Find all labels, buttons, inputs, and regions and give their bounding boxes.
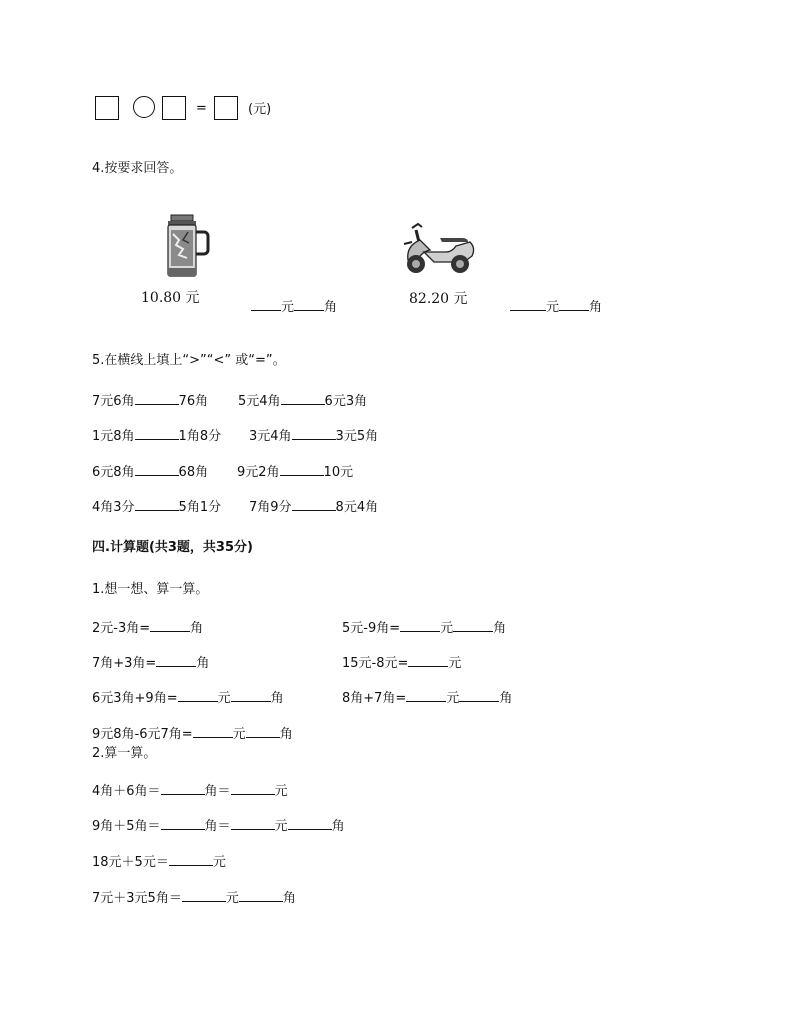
scooter-image: [402, 222, 476, 276]
q5-row-3b: 9元2角 10元: [237, 465, 354, 480]
compare-blank[interactable]: [280, 463, 324, 476]
compare-blank[interactable]: [292, 498, 336, 511]
answer-blank[interactable]: [406, 689, 446, 702]
answer-blank[interactable]: [161, 817, 205, 830]
answer-box-1[interactable]: [95, 96, 119, 120]
answer-blank[interactable]: [156, 654, 196, 667]
c2-row3: 18元＋5元＝ 元: [92, 855, 226, 870]
unit-label: (元): [248, 102, 272, 117]
answer-blank[interactable]: [182, 889, 226, 902]
answer-blank[interactable]: [231, 782, 275, 795]
answer-blank[interactable]: [178, 689, 218, 702]
c1-row3-left: 6元3角+9角= 元 角: [92, 691, 284, 706]
section-title: 四.计算题(共3题，共35分): [92, 540, 253, 555]
answer-blank[interactable]: [150, 619, 190, 632]
answer-blank[interactable]: [246, 725, 280, 738]
c2-row1: 4角＋6角＝ 角＝ 元: [92, 784, 288, 799]
answer-box-3[interactable]: [214, 96, 238, 120]
c1-row4-left: 9元8角-6元7角= 元 角: [92, 727, 293, 742]
answer-blank[interactable]: [453, 619, 493, 632]
q4-title: 4.按要求回答。: [92, 161, 183, 176]
answer-blank[interactable]: [231, 689, 271, 702]
answer-blank[interactable]: [400, 619, 440, 632]
c2-row2: 9角＋5角＝ 角＝ 元 角: [92, 819, 345, 834]
c1-row3-right: 8角+7角= 元 角: [342, 691, 513, 706]
q5-row-1: 7元6角 76角: [92, 394, 209, 409]
answer-blank[interactable]: [459, 689, 499, 702]
q5-row-2: 1元8角 1角8分: [92, 429, 222, 444]
equals-sign: =: [196, 101, 207, 116]
answer-blank[interactable]: [231, 817, 275, 830]
c1-row2-right: 15元-8元= 元: [342, 656, 462, 671]
compare-blank[interactable]: [135, 498, 179, 511]
yuan-blank-1[interactable]: [251, 298, 281, 311]
yuan-blank-2[interactable]: [510, 298, 546, 311]
c1-row1-left: 2元-3角= 角: [92, 621, 204, 636]
compare-blank[interactable]: [135, 427, 179, 440]
answer-blank[interactable]: [169, 853, 213, 866]
answer-blank[interactable]: [288, 817, 332, 830]
thermos-price: 10.80 元: [141, 290, 200, 306]
jiao-blank-2[interactable]: [559, 298, 589, 311]
scooter-answer: 元 角: [510, 298, 602, 316]
answer-blank[interactable]: [239, 889, 283, 902]
thermos-image: [162, 214, 212, 278]
compare-blank[interactable]: [135, 392, 179, 405]
answer-blank[interactable]: [161, 782, 205, 795]
compare-blank[interactable]: [281, 392, 325, 405]
thermos-answer: 元 角: [251, 298, 337, 316]
answer-blank[interactable]: [408, 654, 448, 667]
c2-title: 2.算一算。: [92, 746, 157, 761]
operator-circle[interactable]: [133, 96, 155, 118]
c1-title: 1.想一想、算一算。: [92, 582, 209, 597]
answer-blank[interactable]: [193, 725, 233, 738]
q5-row-3: 6元8角 68角: [92, 465, 209, 480]
c1-row2-left: 7角+3角= 角: [92, 656, 210, 671]
answer-box-2[interactable]: [162, 96, 186, 120]
q5-title: 5.在横线上填上“>”“<” 或“=”。: [92, 353, 286, 368]
jiao-blank-1[interactable]: [294, 298, 324, 311]
c2-row4: 7元＋3元5角＝ 元 角: [92, 891, 296, 906]
compare-blank[interactable]: [135, 463, 179, 476]
q5-row-1b: 5元4角 6元3角: [238, 394, 368, 409]
compare-blank[interactable]: [292, 427, 336, 440]
q5-row-2b: 3元4角 3元5角: [249, 429, 379, 444]
q5-row-4: 4角3分 5角1分: [92, 500, 222, 515]
q5-row-4b: 7角9分 8元4角: [249, 500, 379, 515]
scooter-price: 82.20 元: [409, 291, 468, 307]
c1-row1-right: 5元-9角= 元 角: [342, 621, 507, 636]
